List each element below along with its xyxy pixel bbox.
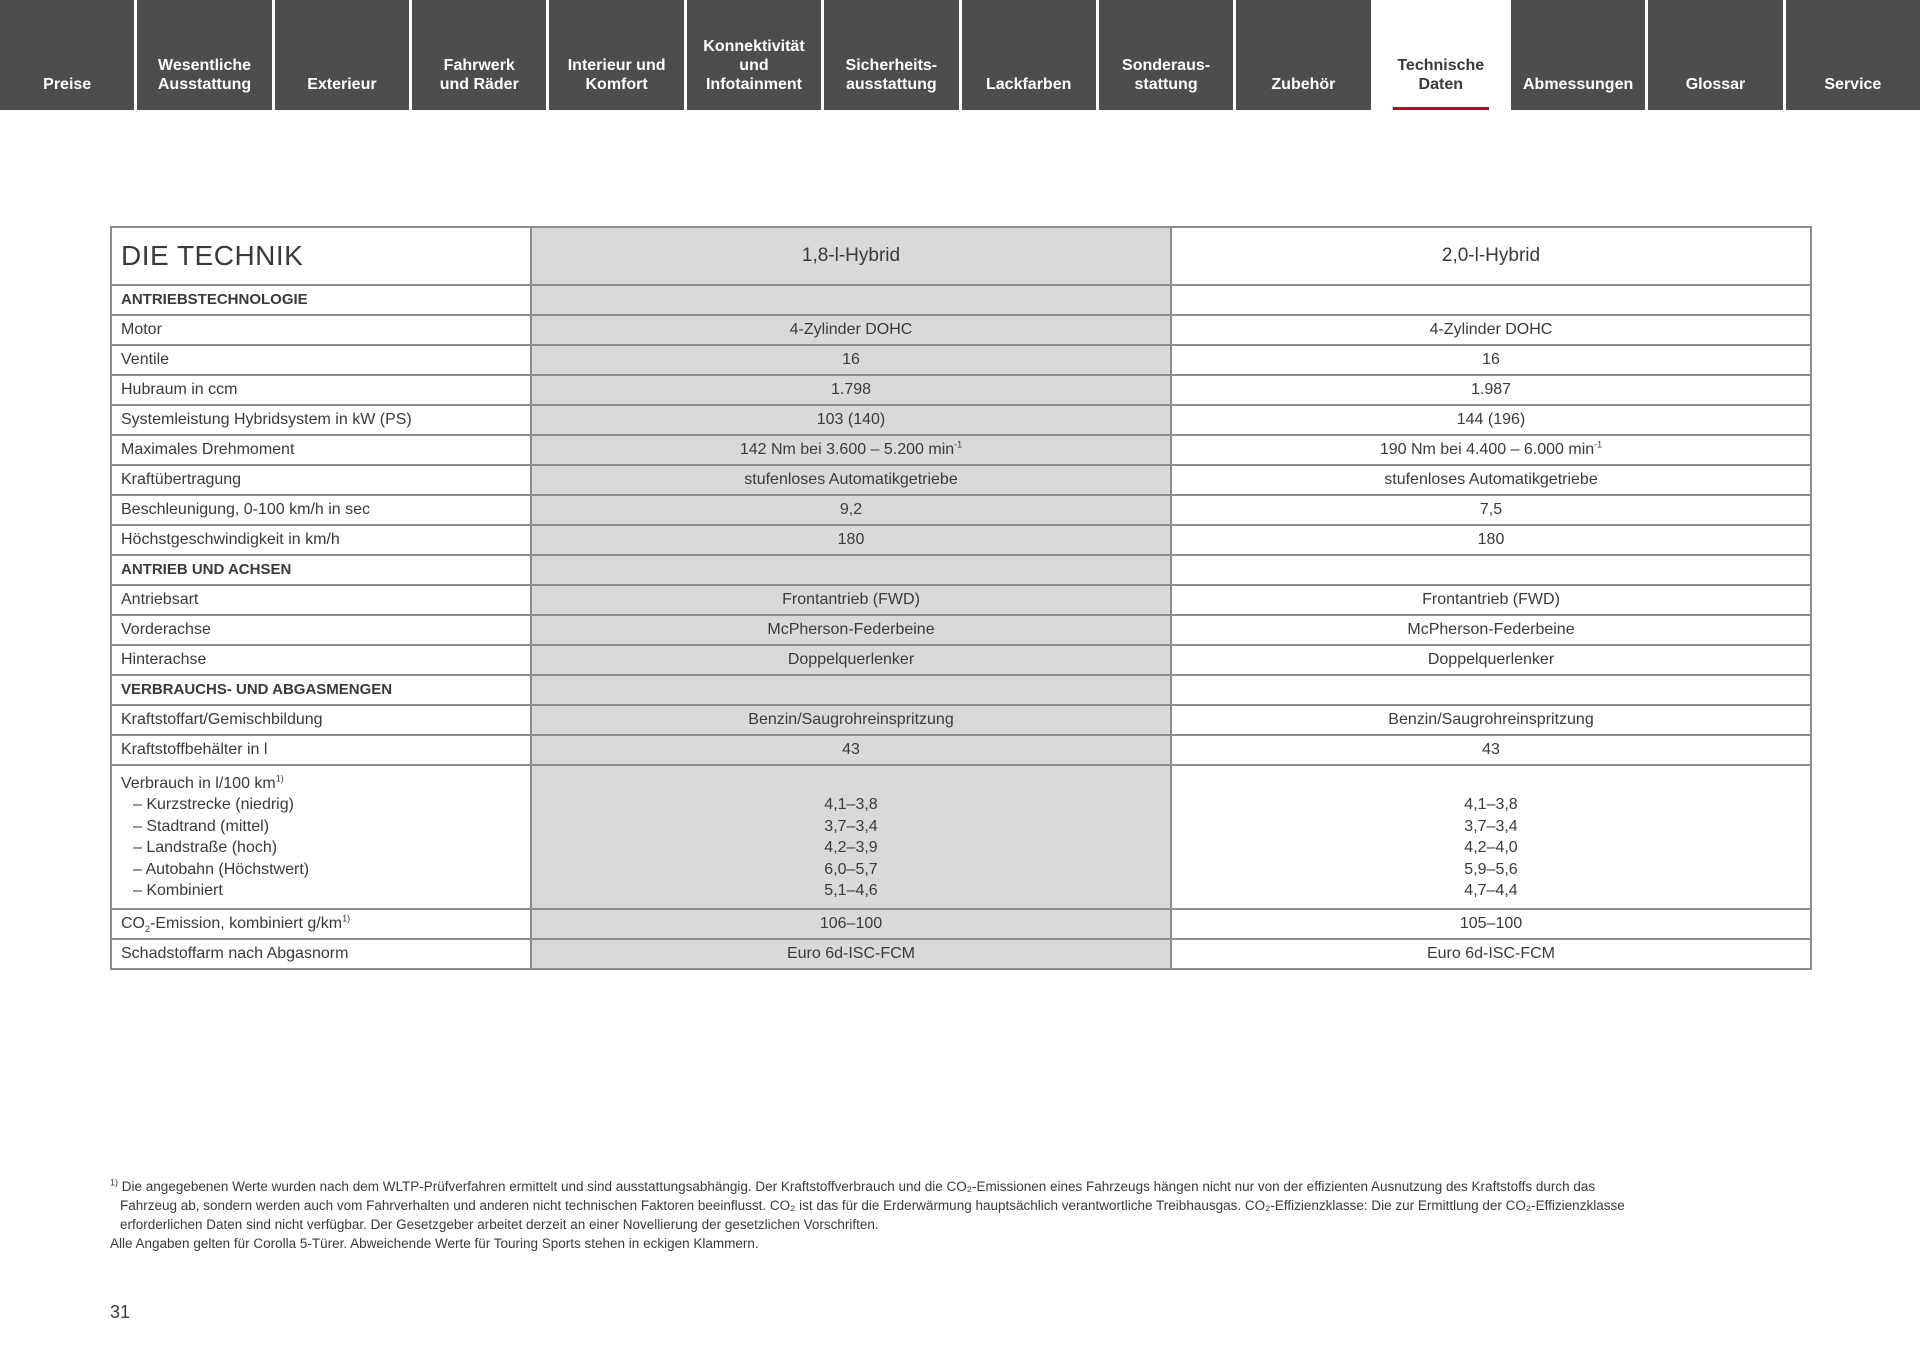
row-value-2: 4-Zylinder DOHC <box>1171 315 1811 345</box>
table-row <box>111 525 1811 555</box>
table-row <box>111 909 1811 939</box>
tab-preise[interactable]: Preise <box>0 0 134 110</box>
table-row <box>111 345 1811 375</box>
table-row <box>111 585 1811 615</box>
row-value-2: 7,5 <box>1171 495 1811 525</box>
page-number: 31 <box>110 1302 131 1322</box>
row-value-1 <box>531 765 1171 909</box>
tab-interieur-und-komfort[interactable]: Interieur und Komfort <box>549 0 683 110</box>
row-label: Ventile <box>111 345 531 375</box>
row-label: Motor <box>111 315 531 345</box>
footnote-line: erforderlichen Daten sind nicht verfügbar. Der Gesetzgeber arbeitet derzeit an einer Novellierung der gesetzlichen Vorschriften. <box>120 1217 879 1232</box>
tab-sicherheitsausstattung[interactable]: Sicherheits- ausstattung <box>824 0 958 110</box>
value: 6,0–5,7 <box>824 860 878 878</box>
verbrauch-label: Verbrauch in l/100 $km^{1)}$ <box>121 773 284 792</box>
table-row <box>111 939 1811 969</box>
table-row <box>111 465 1811 495</box>
section-title-antriebstechnologie: ANTRIEBSTECHNOLOGIE <box>111 285 531 315</box>
row-value-1: 180 <box>531 525 1171 555</box>
tab-service[interactable]: Service <box>1786 0 1920 110</box>
row-label: Kraftstoffbehälter in l <box>111 735 531 765</box>
row-value-2: 105–100 <box>1171 909 1811 939</box>
row-value-1: Frontantrieb (FWD) <box>531 585 1171 615</box>
tab-konnektivitaet-und-infotainment[interactable]: Konnektivität und Infotainment <box>687 0 821 110</box>
value: 4,1–3,8 <box>1464 796 1518 813</box>
section-title-antrieb-und-achsen: ANTRIEB UND ACHSEN <box>111 555 531 585</box>
tab-lackfarben[interactable]: Lackfarben <box>962 0 1096 110</box>
footnote-line: Alle Angaben gelten für Corolla 5-Türer. Abweichende Werte für Touring Sports stehen in eckigen Klammern. <box>110 1236 759 1251</box>
row-label: Kraftübertragung <box>111 465 531 495</box>
tab-glossar[interactable]: Glossar <box>1648 0 1782 110</box>
row-label: $CO_2$-Emission, kombiniert $g/km^{1)}$ <box>111 909 531 939</box>
table-row <box>111 435 1811 465</box>
row-value-2: Euro 6d-ISC-FCM <box>1171 939 1811 969</box>
row-value-2: Benzin/Saugrohreinspritzung <box>1171 705 1811 735</box>
row-value-2: Doppelquerlenker <box>1171 645 1811 675</box>
row-label: Beschleunigung, 0-100 km/h in sec <box>111 495 531 525</box>
table-row-verbrauch <box>111 765 1811 909</box>
sub-label: – Autobahn (Höchstwert) <box>121 859 521 881</box>
section-row <box>111 675 1811 705</box>
sub-label: – Kurzstrecke (niedrig) <box>121 794 521 816</box>
table-row <box>111 315 1811 345</box>
row-value-1: Benzin/Saugrohreinspritzung <box>531 705 1171 735</box>
row-value-1: 16 <box>531 345 1171 375</box>
row-value-2: 180 <box>1171 525 1811 555</box>
row-value-2 <box>1171 765 1811 909</box>
tab-abmessungen[interactable]: Abmessungen <box>1511 0 1645 110</box>
sub-label: – Kombiniert <box>121 880 521 902</box>
tab-exterieur[interactable]: Exterieur <box>275 0 409 110</box>
row-label: Kraftstoffart/Gemischbildung <box>111 705 531 735</box>
row-label <box>111 765 531 909</box>
row-value-2: McPherson-Federbeine <box>1171 615 1811 645</box>
sub-label: – Stadtrand (mittel) <box>121 816 521 838</box>
table-row <box>111 375 1811 405</box>
tab-zubehoer[interactable]: Zubehör <box>1236 0 1370 110</box>
table-header-row <box>111 227 1811 285</box>
table-title: DIE TECHNIK <box>111 227 531 285</box>
section-title-verbrauch: VERBRAUCHS- UND ABGASMENGEN <box>111 675 531 705</box>
row-value-1: McPherson-Federbeine <box>531 615 1171 645</box>
row-value-1: 106–100 <box>531 909 1171 939</box>
row-value-1: 4-Zylinder DOHC <box>531 315 1171 345</box>
row-value-1: stufenloses Automatikgetriebe <box>531 465 1171 495</box>
table-row <box>111 615 1811 645</box>
table-row <box>111 645 1811 675</box>
value: 4,1–3,8 <box>824 796 878 813</box>
column-header-1-8-hybrid: 1,8-l-Hybrid <box>531 227 1171 285</box>
value: 4,2–4,0 <box>1464 839 1518 856</box>
row-label: Schadstoffarm nach Abgasnorm <box>111 939 531 969</box>
row-value-2: stufenloses Automatikgetriebe <box>1171 465 1811 495</box>
value: 4,7–4,4 <box>1464 882 1518 899</box>
row-value-2: 43 <box>1171 735 1811 765</box>
row-label: Vorderachse <box>111 615 531 645</box>
row-value-1: 1.798 <box>531 375 1171 405</box>
table-row <box>111 495 1811 525</box>
row-value-1: Doppelquerlenker <box>531 645 1171 675</box>
table-row <box>111 405 1811 435</box>
footnote-line: $^{1)}$ Die angegebenen Werte wurden nach dem WLTP-Prüfverfahren ermittelt und sind ausstattungsabhängig. Der Kraftstoffverbrauch und die CO₂-Emissionen eines Fahrzeugs hängen nicht nur von der effizienten Ausnutzung des Kraftstoffs durch das <box>110 1177 1596 1194</box>
row-value-1: 103 (140) <box>531 405 1171 435</box>
value: 5,1–4,6 <box>824 882 878 899</box>
tab-fahrwerk-und-raeder[interactable]: Fahrwerk und Räder <box>412 0 546 110</box>
footnote <box>110 1177 1810 1253</box>
row-value-2: 190 Nm bei 4.400 – 6.000 $\min^{-1}$ <box>1171 435 1811 465</box>
row-label: Antriebsart <box>111 585 531 615</box>
technical-data-table <box>110 226 1812 970</box>
section-nav <box>0 0 1920 110</box>
value: 5,9–5,6 <box>1464 860 1518 878</box>
row-value-1: 43 <box>531 735 1171 765</box>
row-value-1: Euro 6d-ISC-FCM <box>531 939 1171 969</box>
row-value-2: 16 <box>1171 345 1811 375</box>
row-label: Höchstgeschwindigkeit in km/h <box>111 525 531 555</box>
value: 4,2–3,9 <box>824 839 878 856</box>
tab-technische-daten[interactable]: Technische Daten <box>1374 0 1508 110</box>
row-label: Maximales Drehmoment <box>111 435 531 465</box>
row-label: Hubraum in ccm <box>111 375 531 405</box>
row-label: Hinterachse <box>111 645 531 675</box>
section-row <box>111 555 1811 585</box>
sub-label: – Landstraße (hoch) <box>121 837 521 859</box>
section-row <box>111 285 1811 315</box>
row-value-1: 9,2 <box>531 495 1171 525</box>
row-value-1: 142 Nm bei 3.600 – 5.200 $\min^{-1}$ <box>531 435 1171 465</box>
row-value-2: Frontantrieb (FWD) <box>1171 585 1811 615</box>
value: 3,7–3,4 <box>1464 817 1518 835</box>
row-value-2: 1.987 <box>1171 375 1811 405</box>
table-row <box>111 735 1811 765</box>
tab-sonderausstattung[interactable]: Sonderaus- stattung <box>1099 0 1233 110</box>
column-header-2-0-hybrid: 2,0-l-Hybrid <box>1171 227 1811 285</box>
row-value-2: 144 (196) <box>1171 405 1811 435</box>
value: 3,7–3,4 <box>824 817 878 835</box>
footnote-line: Fahrzeug ab, sondern werden auch vom Fahrverhalten und anderen nicht technischen Faktoren beeinflusst. CO₂ ist das für die Erderwärmung hauptsächlich verantwortliche Treibhausgas. CO₂-Effizienzklasse: Die zur Ermittlung der CO₂-Effizienzklasse <box>120 1198 1625 1213</box>
table-row <box>111 705 1811 735</box>
row-label: Systemleistung Hybridsystem in kW (PS) <box>111 405 531 435</box>
tab-wesentliche-ausstattung[interactable]: Wesentliche Ausstattung <box>137 0 271 110</box>
